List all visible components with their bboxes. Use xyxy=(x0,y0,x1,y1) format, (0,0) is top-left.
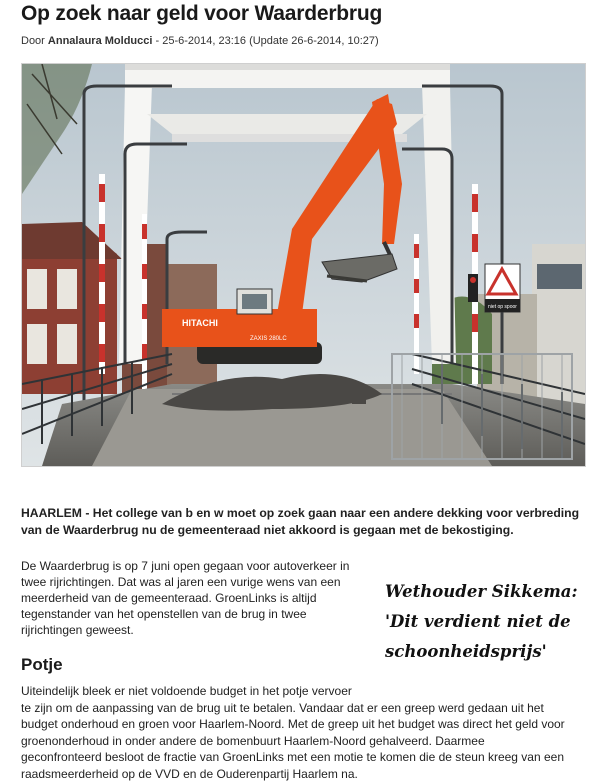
publish-date: - 25-6-2014, 23:16 (Update 26-6-2014, 10:27) xyxy=(155,35,379,47)
byline xyxy=(21,35,379,47)
paragraph-line: budget onderhoud en groen voor Haarlem-Noord. Met de greep uit het budget was direct het geld voor xyxy=(21,717,565,732)
excavator-brand: HITACHI xyxy=(182,318,218,328)
paragraph-line: groenonderhoud in onder andere de bomenbuurt Haarlem-Noord gehalveerd. Daarmee xyxy=(21,733,485,748)
paragraph-line: te zijn om de aanpassing van de brug uit te betalen. Vandaar dat er een greep werd gedaan uit het xyxy=(21,700,544,715)
article-title: Op zoek naar geld voor Waarderbrug xyxy=(21,2,383,25)
byline-prefix: Door xyxy=(21,35,45,47)
author-name[interactable]: Annalaura Molducci xyxy=(47,35,153,47)
pull-quote-line-3: schoonheidsprijs' xyxy=(385,642,547,661)
pull-quote xyxy=(385,577,595,667)
sign-text: niet op spoor xyxy=(488,304,517,310)
paragraph-line: geconfronteerd besloot de fractie van GroenLinks met een motie te komen die de steun kreeg van een xyxy=(21,750,564,765)
excavator-model: ZAXIS 280LC xyxy=(250,336,287,342)
pull-quote-line-1: Wethouder Sikkema: xyxy=(385,582,578,601)
paragraph-line: raadsmeerderheid op de VVD en de Ouderenpartij Haarlem na. xyxy=(21,766,358,781)
article-lead: HAARLEM - Het college van b en w moet op zoek gaan naar een andere dekking voor verbreding van de Waarderbrug nu de gemeenteraad niet akkoord is gegaan met de bekostiging. xyxy=(21,506,580,537)
subheading-potje: Potje xyxy=(21,655,63,674)
article-photo xyxy=(21,63,586,467)
paragraph-potje xyxy=(21,683,587,783)
pull-quote-line-2: 'Dit verdient niet de xyxy=(385,612,571,631)
paragraph-line: Uiteindelijk bleek er niet voldoende budget in het potje vervoer xyxy=(21,684,352,698)
paragraph-intro: De Waarderbrug is op 7 juni open gegaan voor autoverkeer in twee rijrichtingen. Dat was al jaren een vurige wens van een meerderheid van de gemeenteraad. GroenLinks is altijd tegenstander van het openstellen van de brug in twee rijrichtingen geweest. xyxy=(21,559,350,637)
